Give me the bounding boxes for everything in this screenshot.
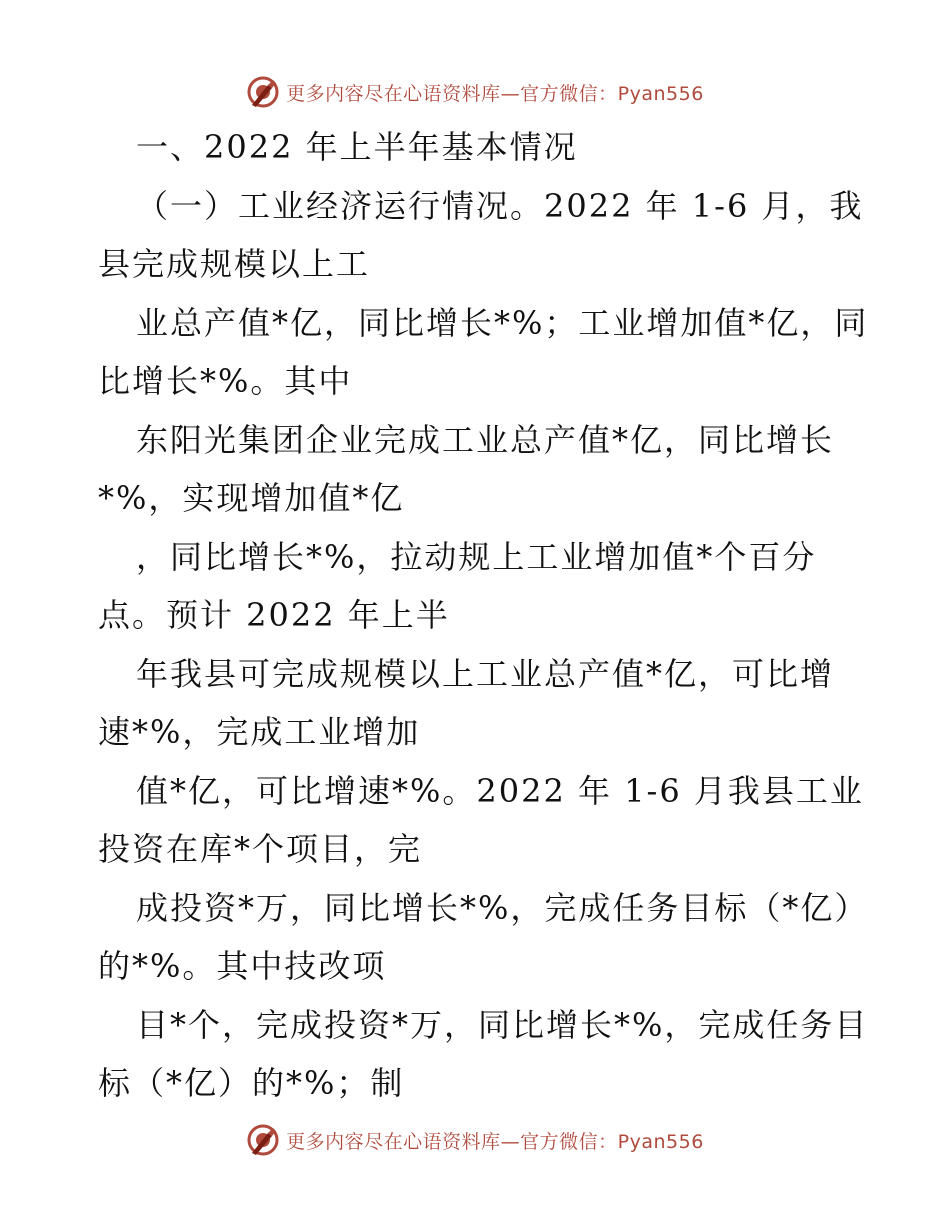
body-text-line: 县完成规模以上工 bbox=[98, 245, 371, 283]
body-text-line: 标（*亿）的*%；制 bbox=[98, 1064, 405, 1102]
body-text-line: 一、2022 年上半年基本情况 bbox=[136, 128, 578, 166]
body-text-line: ，同比增长*%，拉动规上工业增加值*个百分 bbox=[136, 537, 817, 576]
body-text-line: *%，实现增加值*亿 bbox=[98, 479, 405, 517]
body-text-line: 比增长*%。其中 bbox=[98, 362, 353, 400]
body-text-line: 业总产值*亿，同比增长*%；工业增加值*亿，同 bbox=[136, 303, 869, 342]
pen-logo-icon bbox=[246, 75, 280, 109]
pen-logo-icon bbox=[246, 1123, 280, 1157]
body-text-line: 东阳光集团企业完成工业总产值*亿，同比增长 bbox=[136, 420, 835, 459]
body-text-line: 的*%。其中技改项 bbox=[98, 947, 387, 985]
body-text-line: 年我县可完成规模以上工业总产值*亿，可比增 bbox=[136, 654, 835, 693]
body-text-line: （一）工业经济运行情况。2022 年 1-6 月，我 bbox=[136, 186, 864, 225]
body-text-line: 速*%，完成工业增加 bbox=[98, 713, 421, 751]
header-watermark bbox=[0, 72, 950, 112]
body-text-line: 点。预计 2022 年上半 bbox=[98, 596, 450, 634]
watermark-text: 更多内容尽在心语资料库—官方微信：Pyan556 bbox=[286, 82, 704, 105]
body-text-line: 成投资*万，同比增长*%，完成任务目标（*亿） bbox=[136, 888, 869, 927]
watermark-text: 更多内容尽在心语资料库—官方微信：Pyan556 bbox=[286, 1130, 704, 1153]
body-text-line: 目*个，完成投资*万，同比增长*%，完成任务目 bbox=[136, 1005, 869, 1044]
footer-watermark bbox=[0, 1120, 950, 1160]
body-text-line: 值*亿，可比增速*%。2022 年 1-6 月我县工业 bbox=[136, 771, 864, 810]
body-text-line: 投资在库*个项目，完 bbox=[98, 830, 423, 868]
